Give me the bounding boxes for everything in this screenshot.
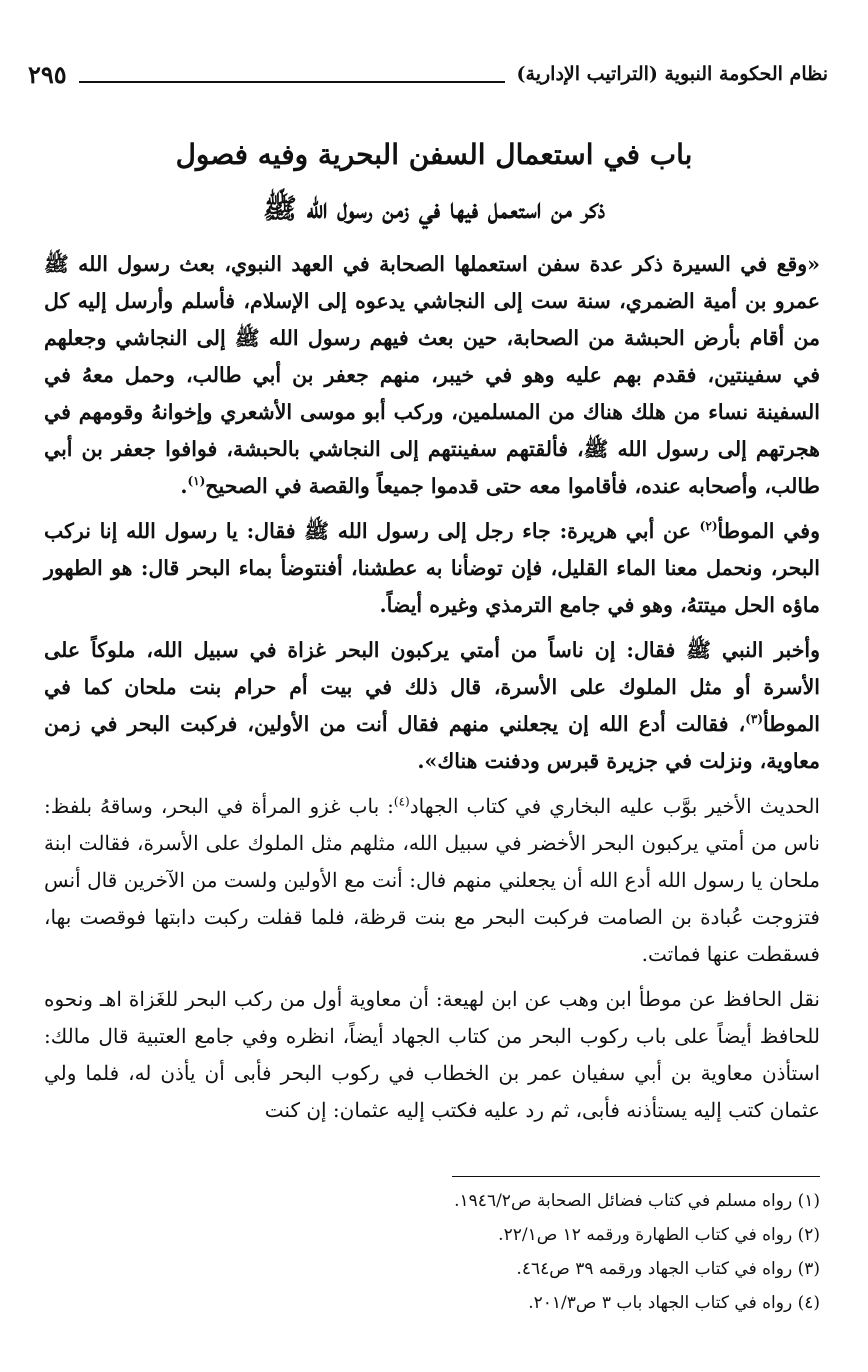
section-heading: ذكر من استعمل فيها في زمن رسول الله ﷺ — [262, 192, 606, 225]
paragraph-3-text: وأخبر النبي ﷺ فقال: إن ناساً من أمتي يركبون البحر غزاة في سبيل الله، ملوكاً على الأسرة أو مثل الملوك على الأسرة، قال ذلك في بيت أم حرام بنت ملحان كما في الموطأ — [44, 638, 820, 736]
paragraph-4 — [44, 788, 820, 973]
running-head — [28, 56, 828, 92]
paragraph-3-tail: ، فقالت أدع الله إن يجعلني منهم فقال أنت من الأولين، فركبت البحر في زمن معاوية، ونزلت في جزيرة قبرس ودفنت هناك». — [44, 712, 820, 773]
page-number: ٢٩٥ — [28, 59, 67, 89]
paragraph-4-text: الحديث الأخير بوَّب عليه البخاري في كتاب الجهاد — [409, 794, 820, 818]
paragraph-2-text: وفي الموطأ — [717, 519, 820, 543]
footnote-4: (٤) رواه في كتاب الجهاد باب ٣ ص٢٠١/٣. — [528, 1293, 820, 1313]
footnote-ref-1: (١) — [187, 474, 206, 489]
footnote-2: (٢) رواه في كتاب الطهارة ورقمه ١٢ ص٢٢/١. — [498, 1225, 820, 1245]
paragraph-5 — [44, 981, 820, 1129]
paragraph-2-tail: عن أبي هريرة: جاء رجل إلى رسول الله ﷺ فقال: يا رسول الله إنا نركب البحر، ونحمل معنا الماء القليل، فإن توضأنا به عطشنا، أفنتوضأ بماء البحر قال: هو الطهور ماؤه الحل ميتتهُ، وهو في جامع الترمذي وغيره أيضاً. — [44, 519, 820, 617]
footnote-3: (٣) رواه في كتاب الجهاد ورقمه ٣٩ ص٤٦٤. — [516, 1259, 820, 1279]
running-head-rule — [79, 81, 505, 83]
footnote-separator — [452, 1176, 820, 1177]
paragraph-2 — [44, 513, 820, 624]
body-text — [44, 246, 820, 1137]
footnote-ref-4: (٤) — [393, 794, 410, 809]
paragraph-3 — [44, 632, 820, 780]
paragraph-1-tail: . — [180, 474, 188, 498]
footnotes — [44, 1184, 820, 1320]
paragraph-5-text: نقل الحافظ عن موطأ ابن وهب عن ابن لهيعة: أن معاوية أول من ركب البحر للغَزاة اهـ ونحوه للحافظ أيضاً على باب ركوب البحر من كتاب الجهاد أيضاً، انظره وفي جامع العتبية قال مالك: استأذن معاوية بن أبي سفيان عمر بن الخطاب في ركوب البحر فأبى أن يأذن له، فلما ولي عثمان كتب إليه يستأذنه فأبى، ثم رد عليه فكتب إليه عثمان: إن كنت — [44, 987, 820, 1122]
paragraph-1-text: «وقع في السيرة ذكر عدة سفن استعملها الصحابة في العهد النبوي، بعث رسول الله ﷺ عمرو بن أمية الضمري، سنة ست إلى النجاشي يدعوه إلى الإسلام، فأسلم وأرسل إليه كل من أقام بأرض الحبشة من الصحابة، حين بعث فيهم رسول الله ﷺ إلى النجاشي وجعلهم في سفينتين، فقدم بهم عليه وهو في خيبر، منهم جعفر بن أبي طالب، وحمل معهُ في السفينة نساء من هلك هناك من المسلمين، وركب أبو موسى الأشعري وإخوانهُ وقومهم في هجرتهم إلى رسول الله ﷺ، فألقتهم سفينتهم إلى النجاشي بالحبشة، فوافوا جعفر بن أبي طالب، وأصحابه عنده، فأقاموا معه حتى قدموا جميعاً والقصة في الصحيح — [44, 252, 820, 498]
footnote-1: (١) رواه مسلم في كتاب فضائل الصحابة ص١٩٤٦/٢. — [454, 1191, 820, 1211]
chapter-heading: باب في استعمال السفن البحرية وفيه فصول — [175, 138, 693, 171]
paragraph-1 — [44, 246, 820, 505]
running-head-title: نظام الحكومة النبوية (التراتيب الإدارية) — [516, 63, 828, 85]
footnote-ref-3: (٣) — [745, 712, 764, 727]
paragraph-4-tail: : باب غزو المرأة في البحر، وساقهُ بلفظ: ناس من أمتي يركبون البحر الأخضر في سبيل الله، مثلهم مثل الملوك على الأسرة، فقالت ابنة ملحان يا رسول الله أدع الله أن يجعلني منهم فال: أنت مع الأولين ولست من الآخرين قال أنس فتزوجت عُبادة بن الصامت فركبت البحر مع بنت قرظة، فلما قفلت ركبت دابتها فوقصت بها، فسقطت عنها فماتت. — [44, 794, 820, 966]
footnote-ref-2: (٢) — [699, 519, 718, 534]
